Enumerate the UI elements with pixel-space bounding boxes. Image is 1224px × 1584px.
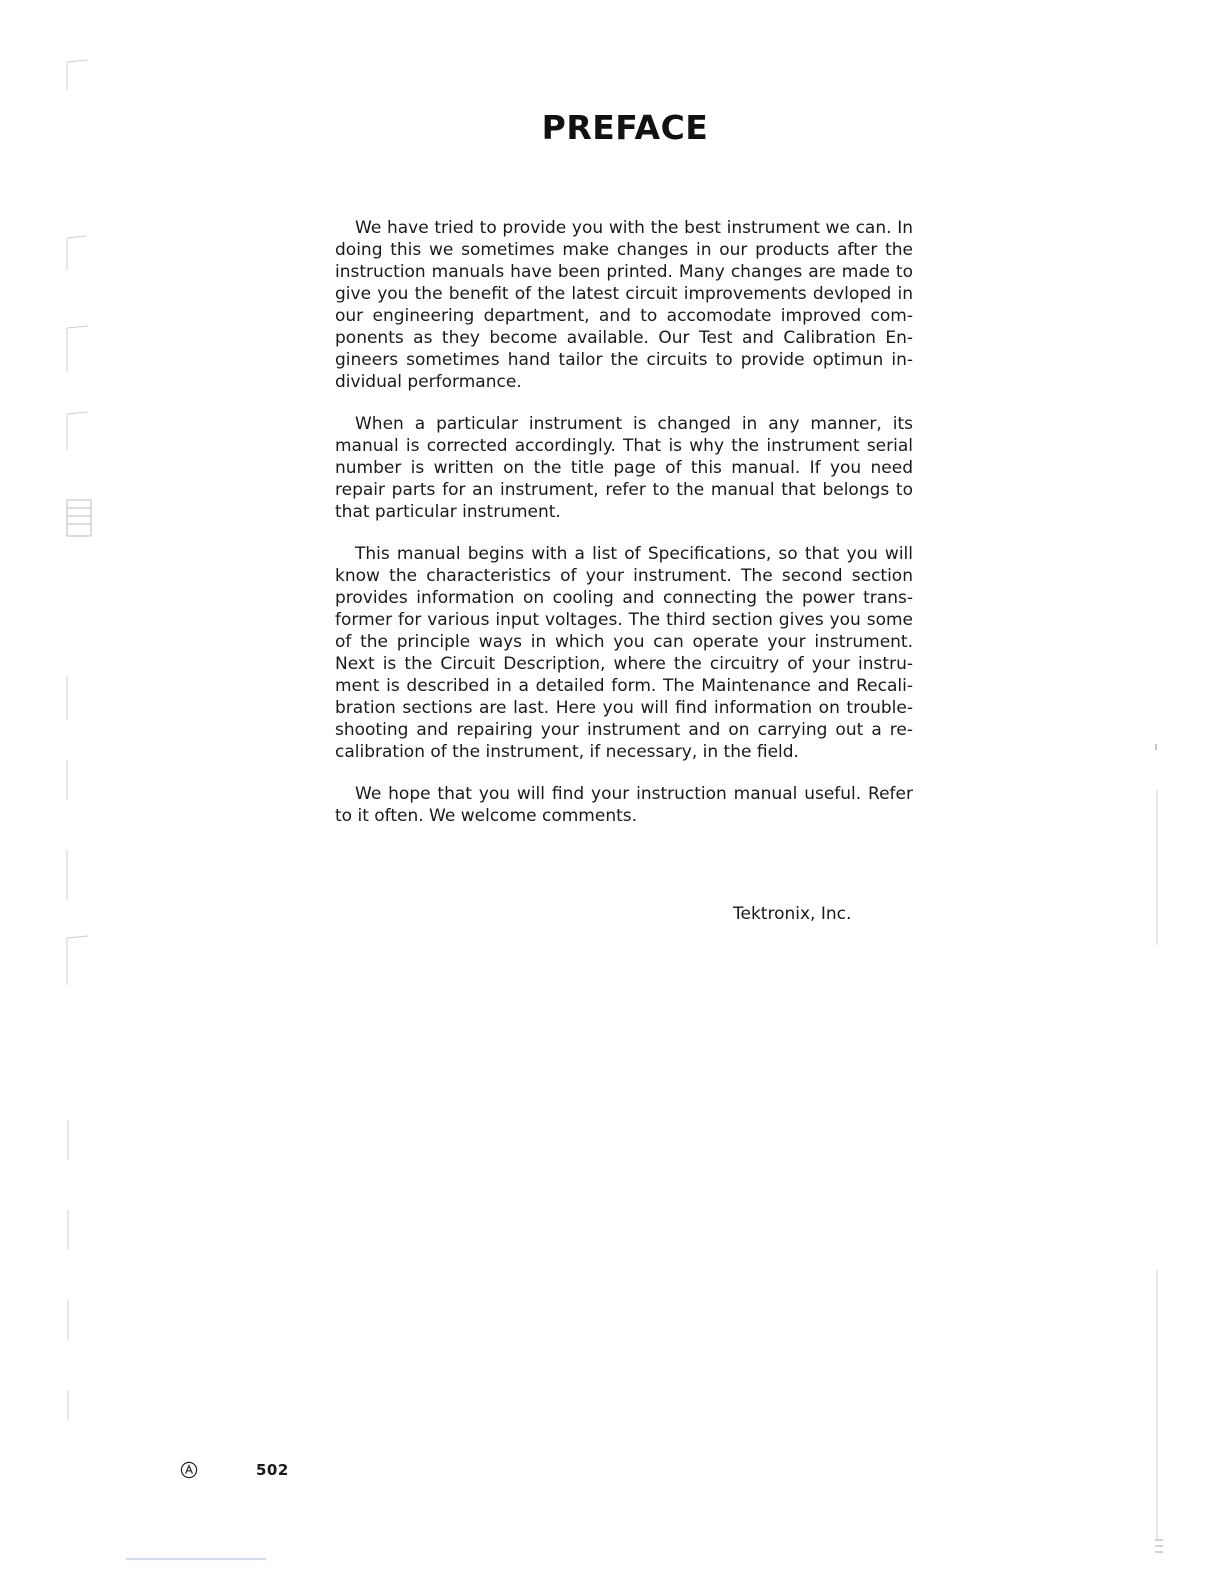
paragraph-manual-contents: This manual begins with a list of Specifications, so that you will know the characteristics of your instrument. The second section provides information on cooling and connecting the power transformer for various input voltages. The third section gives you some of the principle ways in which you can operate your instrument. Next is the Circuit Description, where the circuitry of your instrument is described in a detailed form. The Maintenance and Recalibration sections are last. Here you will find information on troubleshooting and repairing your instrument and on carrying out a recalibration of the instrument, if necessary, in the field. xyxy=(335,544,913,762)
paragraph-closing: We hope that you will find your instruction manual useful. Refer to it often. We welcome comments. xyxy=(335,784,913,826)
page-title: PREFACE xyxy=(541,108,709,147)
paragraph-intro: We have tried to provide you with the best instrument we can. In doing this we sometimes make changes in our products after the instruction manuals have been printed. Many changes are made to give you the benefit of the latest circuit improvements devloped in our engineering department, and to accomodate improved components as they become available. Our Test and Calibration Engineers sometimes hand tailor the circuits to provide optimun individual performance. xyxy=(335,218,913,392)
page-number: 502 xyxy=(256,1461,289,1479)
signature: Tektronix, Inc. xyxy=(733,904,852,924)
paragraph-serial-number: When a particular instrument is changed in any manner, its manual is corrected accordingly. That is why the instrument serial number is written on the title page of this manual. If you need repair parts for an instrument, refer to the manual that belongs to that particular instrument. xyxy=(335,414,913,522)
revision-circle-a-icon xyxy=(180,1461,198,1479)
preface-body xyxy=(335,217,913,847)
